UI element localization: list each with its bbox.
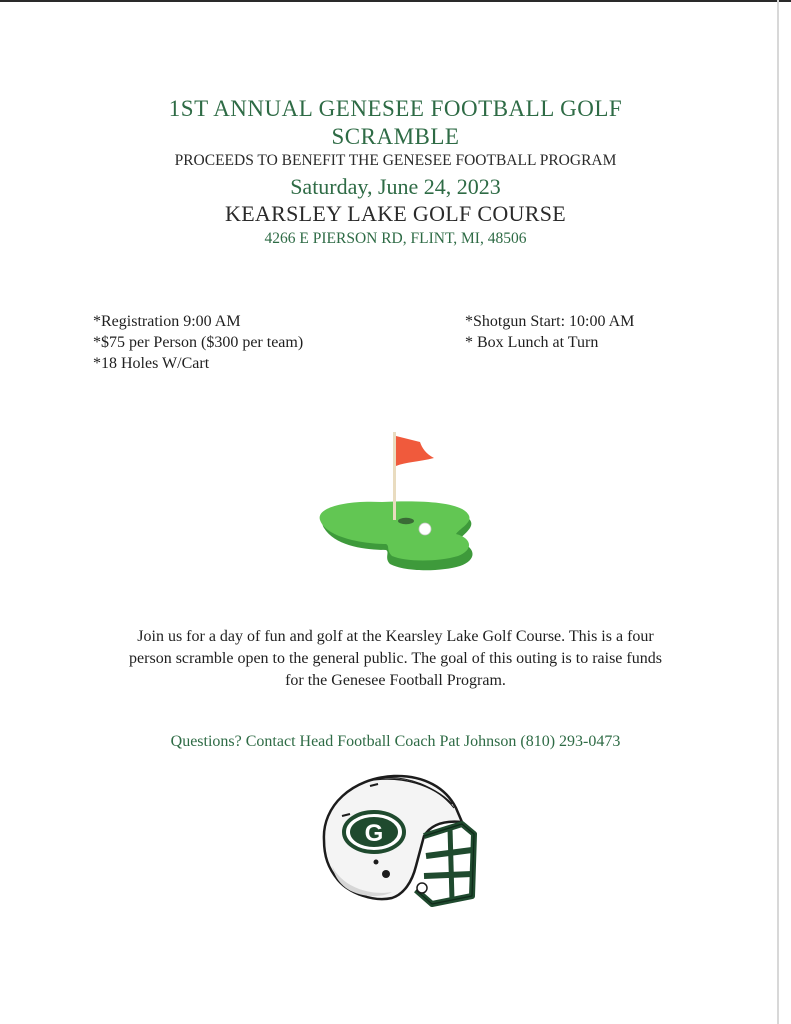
detail-price: *$75 per Person ($300 per team) [93,334,304,351]
detail-box-lunch: * Box Lunch at Turn [465,334,599,351]
course-name: KEARSLEY LAKE GOLF COURSE [225,201,566,226]
football-helmet-logo-icon [312,770,480,915]
detail-registration: *Registration 9:00 AM [93,313,241,330]
top-border-line [0,0,791,2]
golf-green-flag-icon [310,428,480,578]
contact-info: Questions? Contact Head Football Coach Pat Johnson (810) 293-0473 [170,733,621,750]
description-line-1: Join us for a day of fun and golf at the Kearsley Lake Golf Course. This is a four [137,628,654,645]
event-title-line-1: 1ST ANNUAL GENESEE FOOTBALL GOLF [168,96,623,121]
description-line-2: person scramble open to the general public. The goal of this outing is to raise funds [129,650,662,667]
event-date: Saturday, June 24, 2023 [290,174,501,199]
event-title-line-2: SCRAMBLE [331,124,460,149]
course-address: 4266 E PIERSON RD, FLINT, MI, 48506 [264,230,527,247]
detail-holes: *18 Holes W/Cart [93,355,210,372]
proceeds-subtitle: PROCEEDS TO BENEFIT THE GENESEE FOOTBALL PROGRAM [174,152,617,169]
detail-shotgun-start: *Shotgun Start: 10:00 AM [465,313,635,330]
description-line-3: for the Genesee Football Program. [285,672,506,689]
helmet-logo-letter: G [364,820,384,847]
